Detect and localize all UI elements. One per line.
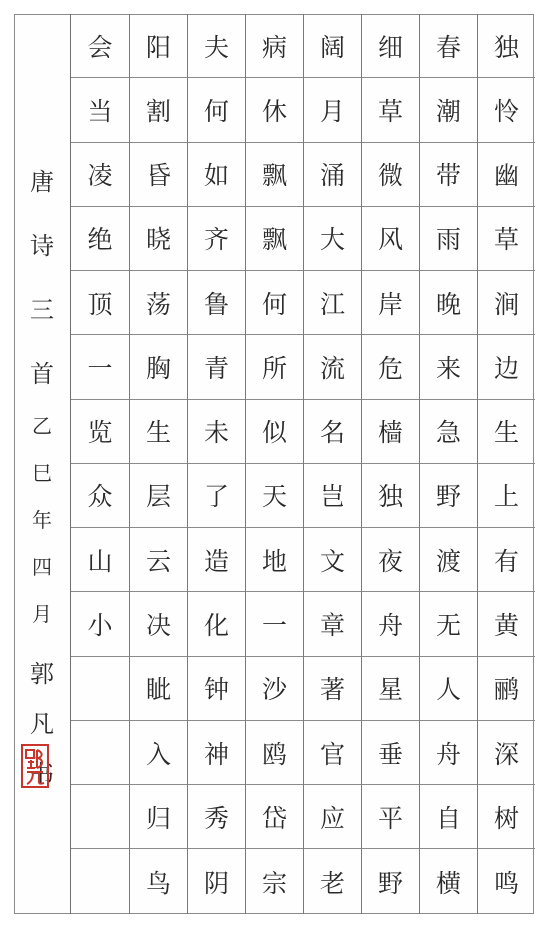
grid-cell: 齐 <box>188 207 245 271</box>
grid-cell: 造 <box>188 528 245 592</box>
grid-cell: 雨 <box>420 207 477 271</box>
grid-cell: 鸟 <box>145 868 171 898</box>
grid-cell: 似 <box>246 400 303 464</box>
grid-cell: 当 <box>71 78 129 142</box>
grid-cell: 舟 <box>420 721 477 785</box>
grid-cell: 昏 <box>130 143 187 207</box>
grid-cell: 舟 <box>362 592 419 656</box>
grid-cell: 绝 <box>71 207 129 271</box>
grid-cell: 病 <box>246 14 303 78</box>
grid-cell: 胸 <box>130 335 187 399</box>
grid-cell: 著 <box>304 657 361 721</box>
poem-column <box>477 14 535 914</box>
grid-cell: 人 <box>420 657 477 721</box>
inscription-date-char: 乙 <box>32 414 52 438</box>
inscription-title-char: 唐 <box>30 168 54 196</box>
grid-cell <box>71 657 129 721</box>
grid-cell: 涧 <box>478 271 535 335</box>
grid-cell: 渡 <box>420 528 477 592</box>
grid-cell: 青 <box>188 335 245 399</box>
grid-cell <box>71 849 129 913</box>
grid-cell: 生 <box>478 400 535 464</box>
grid-cell: 垂 <box>362 721 419 785</box>
grid-cell: 鸣 <box>493 868 519 898</box>
grid-cell: 涌 <box>304 143 361 207</box>
grid-cell: 幽 <box>478 143 535 207</box>
inscription-date-char: 年 <box>32 508 52 532</box>
grid-cell: 钟 <box>188 657 245 721</box>
inscription-signature-char: 书 <box>30 760 54 788</box>
grid-cell: 众 <box>71 464 129 528</box>
grid-cell: 边 <box>478 335 535 399</box>
grid-cell: 决 <box>130 592 187 656</box>
grid-cell: 所 <box>246 335 303 399</box>
grid-cell: 地 <box>246 528 303 592</box>
poem-column <box>361 14 419 914</box>
grid-cell: 了 <box>188 464 245 528</box>
grid-cell: 化 <box>188 592 245 656</box>
grid-cell: 休 <box>246 78 303 142</box>
grid-cell: 上 <box>478 464 535 528</box>
grid-cell: 潮 <box>420 78 477 142</box>
seal-glyph-icon <box>23 746 47 786</box>
poem-column <box>187 14 245 914</box>
poem-column <box>245 14 303 914</box>
grid-cell: 江 <box>304 271 361 335</box>
grid-cell: 凌 <box>71 143 129 207</box>
grid-cell: 一 <box>71 335 129 399</box>
poem-column <box>303 14 361 914</box>
grid-cell: 割 <box>130 78 187 142</box>
grid-cell: 无 <box>420 592 477 656</box>
grid-cell: 顶 <box>71 271 129 335</box>
inscription-signature-char: 郭 <box>30 660 54 688</box>
grid-cell: 飘 <box>246 207 303 271</box>
inscription-title-char: 诗 <box>30 232 54 260</box>
grid-cell: 阴 <box>203 868 229 898</box>
grid-cell <box>71 785 129 849</box>
grid-cell: 阳 <box>130 14 187 78</box>
grid-cell: 独 <box>478 14 535 78</box>
grid-cell <box>71 721 129 785</box>
grid-cell: 春 <box>420 14 477 78</box>
grid-cell: 大 <box>304 207 361 271</box>
grid-cell: 山 <box>71 528 129 592</box>
grid-cell: 樯 <box>362 400 419 464</box>
grid-cell: 来 <box>420 335 477 399</box>
grid-cell: 章 <box>304 592 361 656</box>
grid-cell: 草 <box>362 78 419 142</box>
grid-cell: 天 <box>246 464 303 528</box>
grid-cell: 细 <box>362 14 419 78</box>
grid-cell: 何 <box>246 271 303 335</box>
grid-cell: 月 <box>304 78 361 142</box>
grid-cell: 沙 <box>246 657 303 721</box>
grid-cell: 荡 <box>130 271 187 335</box>
grid-cell: 有 <box>478 528 535 592</box>
inscription-title-char: 三 <box>30 296 54 324</box>
grid-cell: 野 <box>420 464 477 528</box>
inscription-signature-char: 凡 <box>30 710 54 738</box>
grid-cell: 鸥 <box>246 721 303 785</box>
grid-cell: 带 <box>420 143 477 207</box>
grid-cell: 阔 <box>304 14 361 78</box>
grid-cell: 星 <box>362 657 419 721</box>
grid-cell: 览 <box>71 400 129 464</box>
grid-cell: 飘 <box>246 143 303 207</box>
grid-cell: 流 <box>304 335 361 399</box>
inscription-date-char: 巳 <box>32 461 52 485</box>
grid-cell: 入 <box>130 721 187 785</box>
grid-cell: 应 <box>304 785 361 849</box>
grid-cell: 野 <box>377 868 403 898</box>
grid-cell: 鲁 <box>188 271 245 335</box>
grid-cell: 未 <box>188 400 245 464</box>
grid-cell: 何 <box>188 78 245 142</box>
inscription-date-char: 月 <box>32 602 52 626</box>
poem-column <box>129 14 187 914</box>
grid-cell: 云 <box>130 528 187 592</box>
grid-cell: 风 <box>362 207 419 271</box>
grid-cell: 会 <box>71 14 129 78</box>
inscription-title-char: 首 <box>30 360 54 388</box>
grid-cell: 岂 <box>304 464 361 528</box>
grid-cell: 草 <box>478 207 535 271</box>
grid-cell: 自 <box>420 785 477 849</box>
calligraphy-grid <box>70 14 535 914</box>
grid-cell: 晓 <box>130 207 187 271</box>
grid-cell: 危 <box>362 335 419 399</box>
grid-cell: 晚 <box>420 271 477 335</box>
grid-cell: 官 <box>304 721 361 785</box>
grid-cell: 深 <box>478 721 535 785</box>
grid-cell: 怜 <box>478 78 535 142</box>
inscription-date-char: 四 <box>32 555 52 579</box>
grid-cell: 秀 <box>188 785 245 849</box>
poem-column <box>71 14 129 914</box>
grid-cell: 微 <box>362 143 419 207</box>
poem-column <box>419 14 477 914</box>
grid-cell: 名 <box>304 400 361 464</box>
grid-cell: 老 <box>319 868 345 898</box>
grid-cell: 神 <box>188 721 245 785</box>
grid-cell: 小 <box>71 592 129 656</box>
grid-cell: 急 <box>420 400 477 464</box>
grid-cell: 夜 <box>362 528 419 592</box>
grid-cell: 生 <box>130 400 187 464</box>
grid-cell: 鹂 <box>478 657 535 721</box>
grid-cell: 树 <box>478 785 535 849</box>
red-seal-stamp <box>21 744 49 788</box>
grid-cell: 层 <box>130 464 187 528</box>
grid-cell: 宗 <box>261 868 287 898</box>
grid-cell: 眦 <box>130 657 187 721</box>
grid-cell: 归 <box>130 785 187 849</box>
grid-cell: 岸 <box>362 271 419 335</box>
grid-cell: 横 <box>435 868 461 898</box>
grid-cell: 一 <box>246 592 303 656</box>
grid-cell: 如 <box>188 143 245 207</box>
grid-cell: 夫 <box>188 14 245 78</box>
grid-cell: 黄 <box>478 592 535 656</box>
grid-cell: 岱 <box>246 785 303 849</box>
grid-cell: 文 <box>304 528 361 592</box>
grid-cell: 平 <box>362 785 419 849</box>
grid-cell: 独 <box>362 464 419 528</box>
